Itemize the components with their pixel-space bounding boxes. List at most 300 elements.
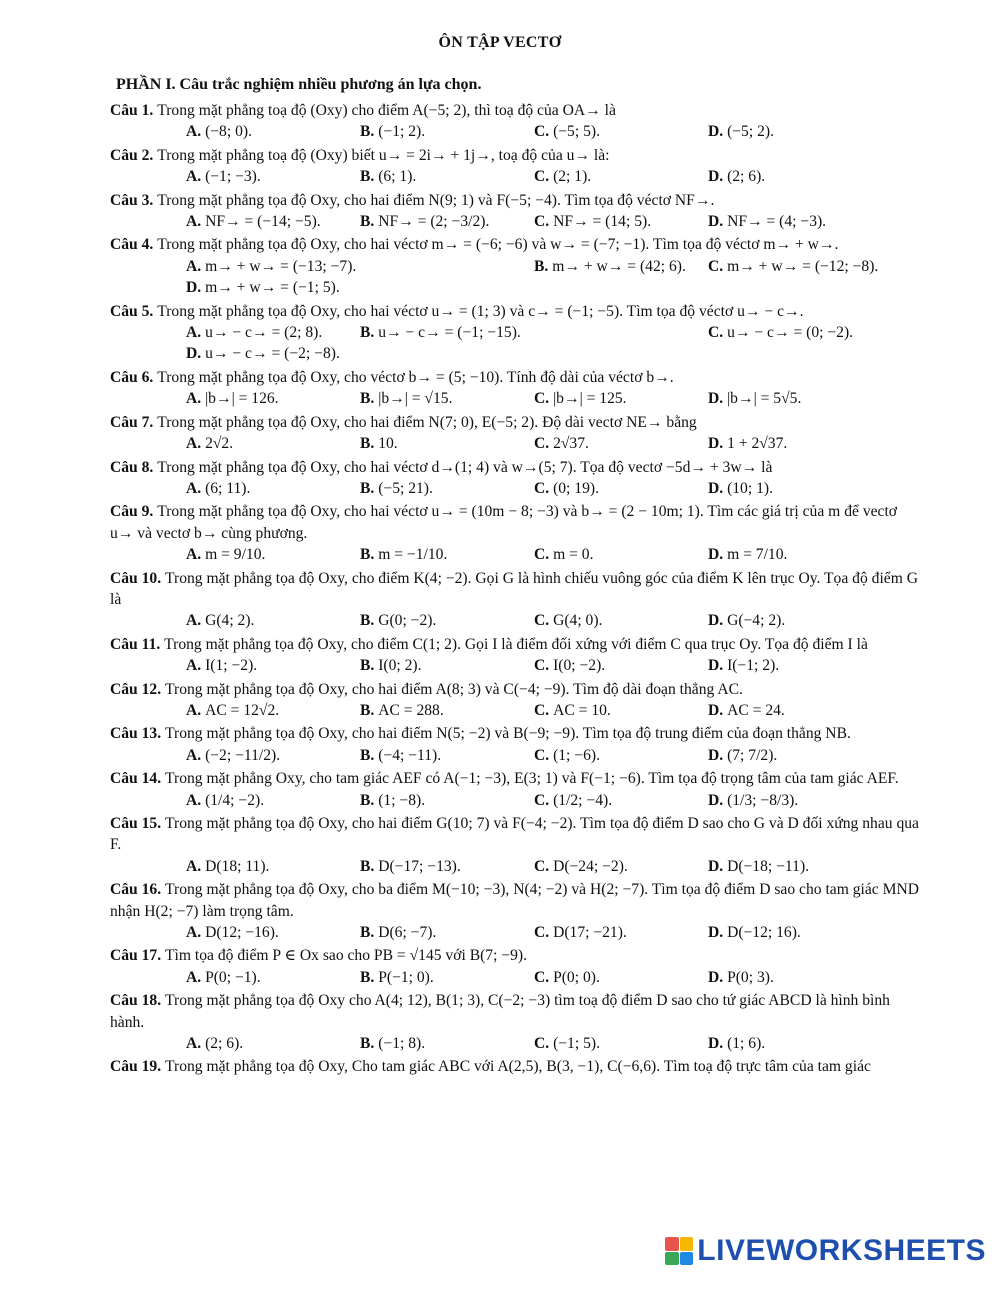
option-key: B. [360, 924, 379, 942]
question [110, 634, 920, 677]
option-row [110, 166, 920, 187]
option-text: (6; 1). [378, 168, 417, 186]
question-stem [110, 723, 920, 744]
question-text: Trong mặt phẳng tọa độ Oxy, cho hai véctơ u→ = (10m − 8; −3) và b→ = (2 − 10m; 1). Tìm các giá trị của m để vectơ u→ và vectơ b→ cùng phương. [110, 503, 898, 542]
option-key: D. [186, 279, 206, 297]
option-text: (1/3; −8/3). [727, 791, 799, 809]
option-text: P(0; 3). [727, 968, 774, 986]
option-key: D. [708, 435, 728, 453]
option-key: A. [186, 435, 206, 453]
option-key: B. [360, 324, 379, 342]
answer-option[interactable] [534, 610, 708, 631]
option-text: D(−18; −11). [727, 857, 810, 875]
option-key: B. [360, 657, 379, 675]
option-text: D(6; −7). [378, 924, 437, 942]
question [110, 813, 920, 877]
question-text: Trong mặt phẳng tọa độ Oxy cho A(4; 12), B(1; 3), C(−2; −3) tìm toạ độ điểm D sao cho tứ giác ABCD là hình bình hành. [110, 992, 890, 1031]
question-number: Câu 5. [110, 302, 158, 320]
option-row [110, 967, 920, 988]
option-text: D(−12; 16). [727, 924, 801, 942]
answer-option[interactable] [708, 544, 882, 565]
option-text: NF→ = (4; −3). [727, 213, 827, 231]
answer-option[interactable] [360, 121, 534, 142]
question-stem [110, 1056, 920, 1077]
option-key: D. [708, 968, 728, 986]
option-key: C. [534, 968, 554, 986]
answer-option[interactable] [360, 610, 534, 631]
option-key: B. [360, 746, 379, 764]
option-key: C. [534, 791, 554, 809]
option-text: (1/2; −4). [553, 791, 613, 809]
answer-option[interactable] [708, 1033, 882, 1054]
answer-option[interactable] [708, 256, 882, 277]
option-key: A. [186, 257, 206, 275]
answer-option[interactable] [360, 745, 534, 766]
question-text: Tìm tọa độ điểm P ∈ Ox sao cho PB = √145 với B(7; −9). [165, 947, 528, 965]
option-text: m = 0. [553, 546, 594, 564]
option-key: C. [534, 746, 554, 764]
option-key: D. [708, 746, 728, 764]
question-text: Trong mặt phẳng tọa độ Oxy, cho điểm C(1; 2). Gọi I là điểm đối xứng với điểm C qua trục Oy. Tọa độ điểm I là [164, 635, 868, 653]
option-text: m→ + w→ = (−13; −7). [205, 257, 357, 275]
option-key: A. [186, 546, 206, 564]
option-key: C. [534, 924, 554, 942]
option-text: |b→| = 5√5. [727, 390, 802, 408]
liveworksheets-logo [665, 1234, 986, 1268]
option-text: u→ − c→ = (−2; −8). [205, 345, 340, 363]
option-key: B. [360, 123, 379, 141]
answer-option[interactable] [360, 700, 534, 721]
option-text: AC = 12√2. [205, 701, 280, 719]
option-text: |b→| = √15. [378, 390, 453, 408]
answer-option[interactable] [360, 211, 534, 232]
option-key: D. [708, 123, 728, 141]
question-text: Trong mặt phẳng tọa độ Oxy, cho hai điểm N(7; 0), E(−5; 2). Độ dài vectơ NE→ bằng [157, 413, 697, 431]
option-key: C. [708, 324, 728, 342]
option-text: I(0; 2). [378, 657, 422, 675]
question-stem [110, 679, 920, 700]
question-number: Câu 16. [110, 881, 166, 899]
option-row [110, 478, 920, 499]
option-key: A. [186, 479, 206, 497]
answer-option[interactable] [534, 478, 708, 499]
option-key: A. [186, 701, 206, 719]
option-key: D. [708, 612, 728, 630]
question-text: Trong mặt phẳng tọa độ Oxy, cho hai điểm N(5; −2) và B(−9; −9). Tìm tọa độ trung điểm của đoạn thẳng NB. [165, 725, 851, 743]
answer-option[interactable] [708, 166, 882, 187]
option-key: A. [186, 123, 206, 141]
option-row [110, 277, 920, 298]
answer-option[interactable] [360, 856, 534, 877]
question-number: Câu 7. [110, 413, 158, 431]
option-key: B. [360, 390, 379, 408]
question-stem [110, 412, 920, 433]
answer-option[interactable] [708, 478, 882, 499]
option-key: A. [186, 324, 206, 342]
option-text: m→ + w→ = (−12; −8). [727, 257, 879, 275]
answer-option[interactable] [360, 967, 534, 988]
option-text: (6; 11). [205, 479, 251, 497]
answer-option[interactable] [534, 433, 708, 454]
question-text: Trong mặt phẳng tọa độ Oxy, cho điểm K(4; −2). Gọi G là hình chiếu vuông góc của điểm K lên trục Oy. Tọa độ điểm G là [110, 569, 918, 608]
option-key: C. [534, 657, 554, 675]
question-text: Trong mặt phẳng tọa độ Oxy, cho hai điểm A(8; 3) và C(−4; −9). Tìm độ dài đoạn thẳng AC. [165, 680, 743, 698]
question-stem [110, 634, 920, 655]
option-text: (1/4; −2). [205, 791, 265, 809]
option-key: A. [186, 390, 206, 408]
answer-option[interactable] [534, 967, 708, 988]
option-row [110, 856, 920, 877]
option-key: C. [534, 612, 554, 630]
logo-text: LIVEWORKSHEETS [697, 1234, 986, 1267]
question-text: Trong mặt phẳng tọa độ Oxy, cho véctơ b→ = (5; −10). Tính độ dài của véctơ b→. [157, 368, 674, 386]
option-text: (−5; 5). [553, 123, 600, 141]
option-text: G(4; 2). [205, 612, 255, 630]
question-number: Câu 14. [110, 770, 166, 788]
option-text: u→ − c→ = (0; −2). [727, 324, 854, 342]
option-key: A. [186, 857, 206, 875]
option-text: I(−1; 2). [727, 657, 780, 675]
option-key: B. [360, 1035, 379, 1053]
option-row [110, 322, 920, 343]
question-stem [110, 813, 920, 856]
question-text: Trong mặt phẳng tọa độ Oxy, cho hai véctơ u→ = (1; 3) và c→ = (−1; −5). Tìm tọa độ véctơ u→ − c→. [157, 302, 804, 320]
question-text: Trong mặt phẳng toạ độ (Oxy) cho điểm A(−5; 2), thì toạ độ của OA→ là [157, 102, 616, 119]
option-text: (−1; 8). [378, 1035, 426, 1053]
logo-tile [665, 1237, 679, 1251]
option-key: A. [186, 612, 206, 630]
question-stem [110, 457, 920, 478]
answer-option[interactable] [360, 655, 534, 676]
option-key: A. [186, 968, 206, 986]
option-row [110, 433, 920, 454]
question-number: Câu 13. [110, 725, 166, 743]
answer-option[interactable] [186, 544, 360, 565]
question [110, 879, 920, 943]
option-row [110, 790, 920, 811]
option-text: P(0; −1). [205, 968, 261, 986]
answer-option[interactable] [708, 211, 882, 232]
option-key: B. [360, 791, 379, 809]
answer-option[interactable] [186, 433, 360, 454]
option-text: NF→ = (14; 5). [553, 213, 652, 231]
answer-option[interactable] [360, 433, 534, 454]
option-text: NF→ = (−14; −5). [205, 213, 321, 231]
option-row [110, 211, 920, 232]
answer-option[interactable] [360, 166, 534, 187]
question-stem [110, 367, 920, 388]
option-key: D. [708, 213, 728, 231]
option-text: (7; 7/2). [727, 746, 778, 764]
option-text: G(0; −2). [378, 612, 437, 630]
question [110, 1056, 920, 1077]
question-list [110, 100, 920, 1078]
option-text: D(−24; −2). [553, 857, 628, 875]
option-row [110, 610, 920, 631]
answer-option[interactable] [534, 166, 708, 187]
option-text: m = 7/10. [727, 546, 788, 564]
option-text: (−2; −11/2). [205, 746, 281, 764]
answer-option[interactable] [708, 745, 882, 766]
option-text: m→ + w→ = (−1; 5). [205, 279, 340, 297]
option-row [110, 544, 920, 565]
question-text: Trong mặt phẳng Oxy, cho tam giác AEF có A(−1; −3), E(3; 1) và F(−1; −6). Tìm tọa độ trọng tâm của tam giác AEF. [165, 770, 899, 788]
question-number: Câu 10. [110, 569, 166, 587]
question-stem [110, 190, 920, 211]
option-key: A. [186, 1035, 206, 1053]
question-stem [110, 568, 920, 611]
question-stem [110, 145, 920, 166]
answer-option[interactable] [186, 322, 360, 343]
option-key: D. [708, 1035, 728, 1053]
option-text: (−1; −3). [205, 168, 261, 186]
section-heading: PHẦN I. Câu trắc nghiệm nhiều phương án lựa chọn. [116, 76, 482, 93]
answer-option[interactable] [534, 121, 708, 142]
option-text: NF→ = (2; −3/2). [378, 213, 490, 231]
option-key: C. [534, 857, 554, 875]
option-text: (2; 6). [727, 168, 766, 186]
option-key: D. [708, 168, 728, 186]
answer-option[interactable] [708, 433, 882, 454]
question [110, 457, 920, 500]
question-stem [110, 234, 920, 255]
option-row [110, 655, 920, 676]
question-number: Câu 3. [110, 191, 158, 209]
answer-option[interactable] [186, 388, 360, 409]
answer-option[interactable] [534, 544, 708, 565]
option-text: D(17; −21). [553, 924, 627, 942]
answer-option[interactable] [708, 790, 882, 811]
option-key: C. [534, 479, 554, 497]
answer-option[interactable] [360, 478, 534, 499]
option-text: (−5; 2). [727, 123, 774, 141]
question [110, 679, 920, 722]
answer-option[interactable] [534, 1033, 708, 1054]
answer-option[interactable] [708, 388, 882, 409]
option-text: 2√2. [205, 435, 234, 453]
answer-option[interactable] [186, 166, 360, 187]
question-number: Câu 2. [110, 146, 158, 164]
option-key: B. [360, 479, 379, 497]
option-text: G(4; 0). [553, 612, 603, 630]
option-key: A. [186, 746, 206, 764]
question-number: Câu 17. [110, 947, 166, 965]
option-text: |b→| = 126. [205, 390, 279, 408]
answer-option[interactable] [186, 967, 360, 988]
answer-option[interactable] [186, 610, 360, 631]
option-text: 1 + 2√37. [727, 435, 788, 453]
option-text: m→ + w→ = (42; 6). [552, 257, 686, 275]
answer-option[interactable] [186, 343, 360, 364]
question-number: Câu 18. [110, 992, 166, 1010]
option-key: B. [360, 168, 379, 186]
option-key: A. [186, 657, 206, 675]
answer-option[interactable] [708, 922, 882, 943]
answer-option[interactable] [708, 121, 882, 142]
option-text: D(12; −16). [205, 924, 279, 942]
answer-option[interactable] [534, 856, 708, 877]
option-text: I(0; −2). [553, 657, 606, 675]
option-key: B. [360, 612, 379, 630]
option-key: C. [534, 701, 554, 719]
option-text: (−1; 5). [553, 1035, 600, 1053]
question-stem [110, 301, 920, 322]
question-text: Trong mặt phẳng tọa độ Oxy, cho ba điểm M(−10; −3), N(4; −2) và H(2; −7). Tìm tọa độ điểm D sao cho tam giác MND nhận H(2; −7) làm trọng tâm. [110, 881, 919, 920]
option-text: (−4; −11). [378, 746, 442, 764]
question [110, 234, 920, 298]
option-key: B. [360, 857, 379, 875]
question [110, 990, 920, 1054]
question-text: Trong mặt phẳng tọa độ Oxy, cho hai điểm N(9; 1) và F(−5; −4). Tìm tọa độ véctơ NF→. [157, 191, 715, 209]
question-number: Câu 11. [110, 635, 165, 653]
question [110, 501, 920, 565]
answer-option[interactable] [534, 655, 708, 676]
answer-option[interactable] [186, 790, 360, 811]
answer-option[interactable] [186, 655, 360, 676]
answer-option[interactable] [186, 256, 534, 277]
question-stem [110, 945, 920, 966]
answer-option[interactable] [360, 922, 534, 943]
option-key: A. [186, 791, 206, 809]
question [110, 145, 920, 188]
option-text: u→ − c→ = (2; 8). [205, 324, 323, 342]
option-key: D. [708, 857, 728, 875]
answer-option[interactable] [360, 544, 534, 565]
option-text: (10; 1). [727, 479, 773, 497]
option-key: B. [534, 257, 553, 275]
answer-option[interactable] [534, 922, 708, 943]
question-number: Câu 8. [110, 458, 158, 476]
option-row [110, 700, 920, 721]
option-key: D. [708, 791, 728, 809]
option-key: C. [534, 435, 554, 453]
option-row [110, 256, 920, 277]
option-key: B. [360, 546, 379, 564]
option-key: C. [708, 257, 728, 275]
answer-option[interactable] [534, 745, 708, 766]
answer-option[interactable] [360, 388, 534, 409]
question-number: Câu 12. [110, 680, 166, 698]
question-number: Câu 1. [110, 102, 158, 119]
answer-option[interactable] [708, 322, 882, 343]
option-text: G(−4; 2). [727, 612, 786, 630]
option-key: D. [186, 345, 206, 363]
logo-badge-icon [665, 1237, 693, 1265]
answer-option[interactable] [186, 745, 360, 766]
question [110, 723, 920, 766]
option-key: C. [534, 123, 554, 141]
answer-option[interactable] [708, 700, 882, 721]
answer-option[interactable] [186, 211, 360, 232]
answer-option[interactable] [360, 1033, 534, 1054]
option-text: m = −1/10. [378, 546, 448, 564]
option-text: (−5; 21). [378, 479, 433, 497]
option-key: D. [708, 479, 728, 497]
answer-option[interactable] [708, 610, 882, 631]
option-text: u→ − c→ = (−1; −15). [378, 324, 521, 342]
answer-option[interactable] [360, 322, 708, 343]
question-stem [110, 501, 920, 544]
option-text: (1; −8). [378, 791, 426, 809]
question-text: Trong mặt phẳng toạ độ (Oxy) biết u→ = 2i→ + 1j→, toạ độ của u→ là: [157, 146, 610, 164]
question [110, 412, 920, 455]
option-text: D(−17; −13). [378, 857, 461, 875]
option-text: (1; 6). [727, 1035, 766, 1053]
option-text: (−8; 0). [205, 123, 252, 141]
option-text: m = 9/10. [205, 546, 266, 564]
question [110, 367, 920, 410]
question [110, 768, 920, 811]
answer-option[interactable] [360, 790, 534, 811]
question-number: Câu 6. [110, 368, 158, 386]
option-text: D(18; 11). [205, 857, 270, 875]
question [110, 301, 920, 365]
option-key: B. [360, 968, 379, 986]
option-row [110, 1033, 920, 1054]
question [110, 945, 920, 988]
answer-option[interactable] [534, 211, 708, 232]
answer-option[interactable] [534, 790, 708, 811]
answer-option[interactable] [534, 700, 708, 721]
answer-option[interactable] [186, 700, 360, 721]
option-row [110, 745, 920, 766]
answer-option[interactable] [708, 655, 882, 676]
option-text: P(−1; 0). [378, 968, 434, 986]
option-key: A. [186, 924, 206, 942]
option-text: |b→| = 125. [553, 390, 627, 408]
answer-option[interactable] [708, 856, 882, 877]
question [110, 568, 920, 632]
question-text: Trong mặt phẳng tọa độ Oxy, cho hai véctơ d→(1; 4) và w→(5; 7). Tọa độ vectơ −5d→ + 3w→ là [157, 458, 773, 476]
answer-option[interactable] [186, 121, 360, 142]
answer-option[interactable] [186, 856, 360, 877]
option-text: (0; 19). [553, 479, 599, 497]
question-stem [110, 768, 920, 789]
option-text: AC = 24. [727, 701, 785, 719]
answer-option[interactable] [186, 922, 360, 943]
option-text: AC = 288. [378, 701, 444, 719]
question-number: Câu 9. [110, 503, 158, 521]
option-key: C. [534, 1035, 554, 1053]
question-text: Trong mặt phẳng tọa độ Oxy, cho hai véctơ m→ = (−6; −6) và w→ = (−7; −1). Tìm tọa độ véctơ m→ + w→. [157, 236, 839, 254]
question-number: Câu 19. [110, 1058, 166, 1076]
answer-option[interactable] [186, 478, 360, 499]
answer-option[interactable] [534, 256, 708, 277]
question-number: Câu 15. [110, 815, 166, 832]
logo-tile [680, 1237, 694, 1251]
option-text: 2√37. [553, 435, 589, 453]
option-text: 10. [378, 435, 398, 453]
answer-option[interactable] [534, 388, 708, 409]
option-row [110, 922, 920, 943]
option-key: B. [360, 435, 379, 453]
question-stem [110, 879, 920, 922]
option-text: (1; −6). [553, 746, 600, 764]
option-key: A. [186, 168, 206, 186]
option-key: C. [534, 546, 554, 564]
answer-option[interactable] [708, 967, 882, 988]
option-key: D. [708, 701, 728, 719]
option-row [110, 343, 920, 364]
option-text: I(1; −2). [205, 657, 258, 675]
answer-option[interactable] [186, 1033, 360, 1054]
answer-option[interactable] [186, 277, 360, 298]
question-number: Câu 4. [110, 236, 158, 254]
page-title: ÔN TẬP VECTƠ [438, 34, 562, 51]
option-text: (−1; 2). [378, 123, 426, 141]
option-key: D. [708, 390, 728, 408]
logo-tile [665, 1252, 679, 1266]
